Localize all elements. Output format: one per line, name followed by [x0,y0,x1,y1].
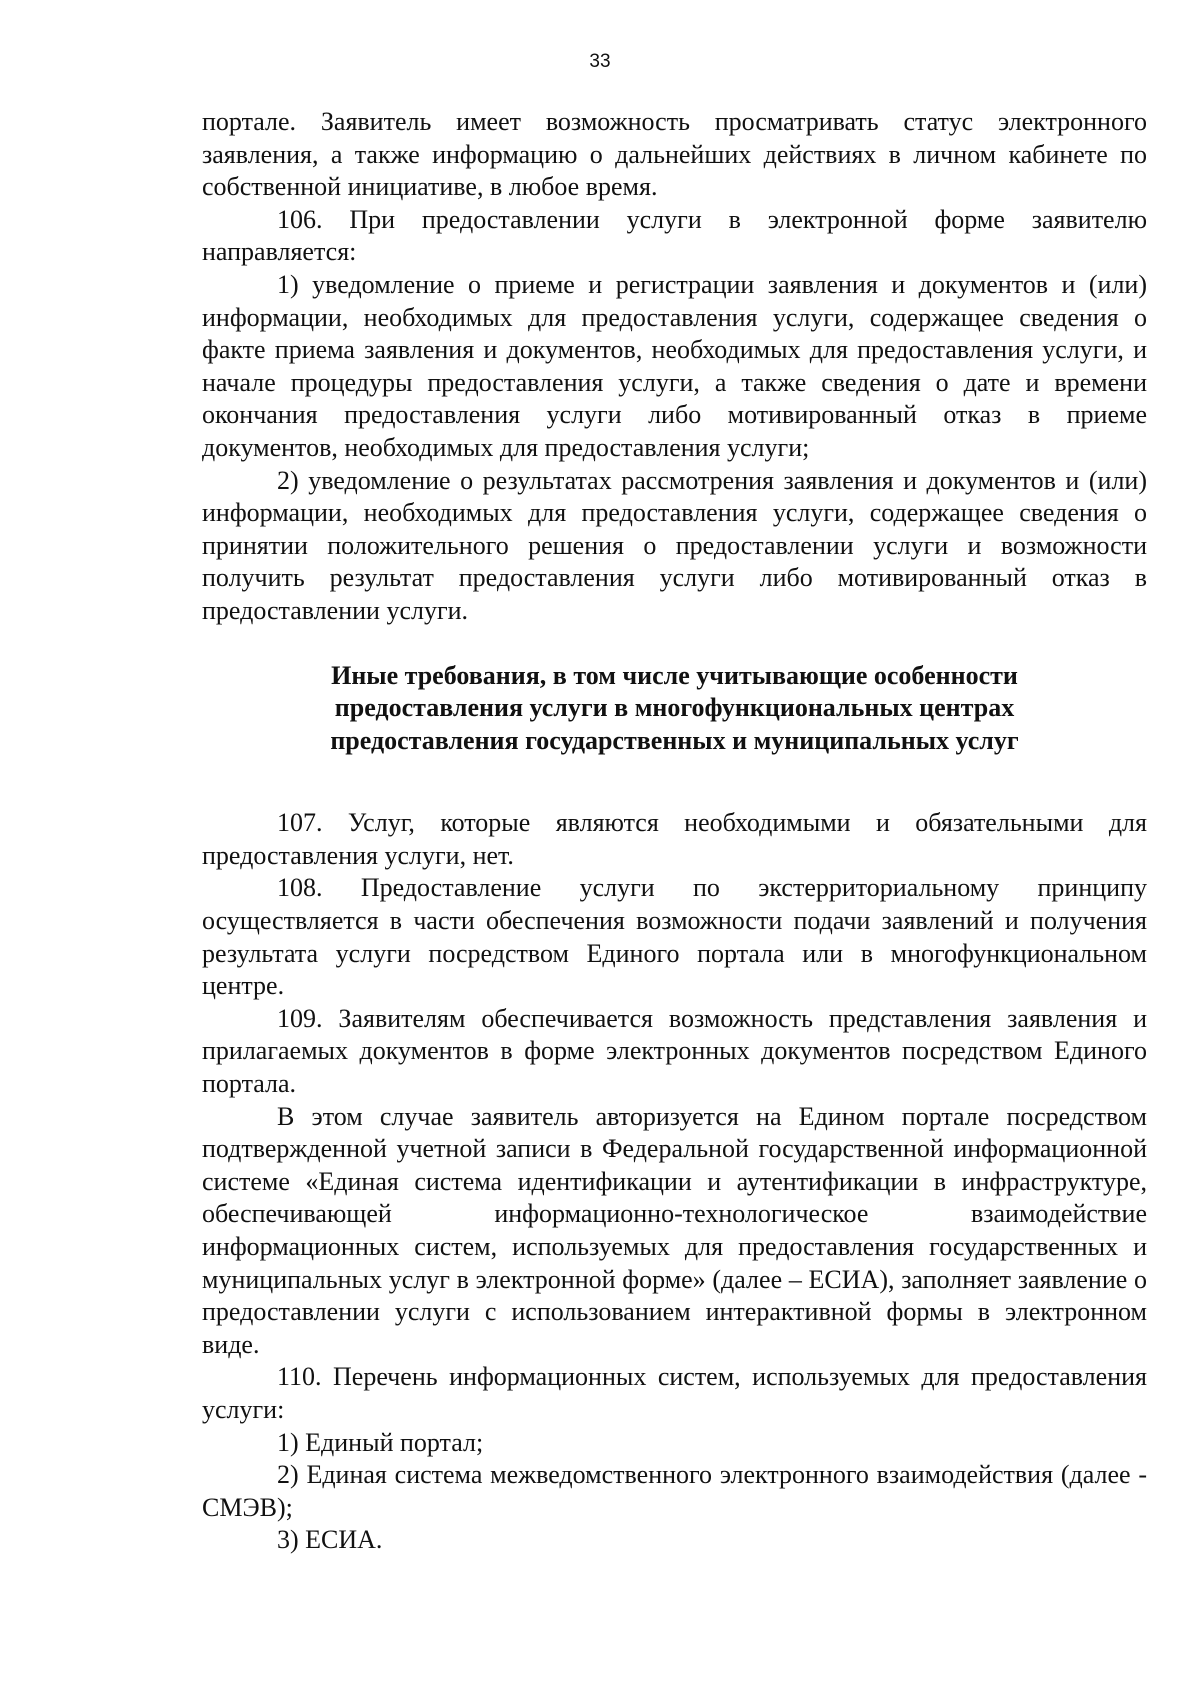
paragraph-esia-authorization: В этом случае заявитель авторизуется на Едином портале посредством подтвержденной учетной записи в Федеральной государственной информационной системе «Единая система идентификации и аутентификации в инфраструктуре, обеспечивающей информационно-технологическое взаимодействие информационных систем, используемых для предоставления государственных и муниципальных услуг в электронной форме» (далее – ЕСИА), заполняет заявление о предоставлении услуги с использованием интерактивной формы в электронном виде. [202,1101,1147,1359]
paragraph-portal-status: портале. Заявитель имеет возможность просматривать статус электронного заявления, а также информацию о дальнейших действиях в личном кабинете по собственной инициативе, в любое время. [202,107,1147,202]
section-heading-line-1: Иные требования, в том числе учитывающие особенности [331,660,1018,690]
page-number: 33 [589,51,611,72]
paragraph-108: 108. Предоставление услуги по экстерриториальному принципу осуществляется в части обеспечения возможности подачи заявлений и получения результата услуги посредством Единого портала или в многофункциональном центре. [202,873,1147,1001]
list-item-110-1: 1) Единый портал; [277,1427,484,1457]
list-item-106-1: 1) уведомление о приеме и регистрации заявления и документов и (или) информации, необходимых для предоставления услуги, содержащее сведения о факте приема заявления и документов, необходимых для предоставления услуги, и начале процедуры предоставления услуги, а также сведения о дате и времени окончания предоставления услуги либо мотивированный отказ в приеме документов, необходимых для предоставления услуги; [202,269,1147,462]
list-item-106-2: 2) уведомление о результатах рассмотрения заявления и документов и (или) информации, необходимых для предоставления услуги, содержащее сведения о принятии положительного решения о предоставлении услуги и возможности получить результат предоставления услуги либо мотивированный отказ в предоставлении услуги. [202,465,1147,625]
paragraph-110: 110. Перечень информационных систем, используемых для предоставления услуги: [202,1362,1147,1424]
section-heading-line-3: предоставления государственных и муниципальных услуг [330,725,1019,755]
paragraph-109: 109. Заявителям обеспечивается возможность представления заявления и прилагаемых документов в форме электронных документов посредством Единого портала. [202,1003,1147,1099]
paragraph-106: 106. При предоставлении услуги в электронной форме заявителю направляется: [202,204,1147,267]
list-item-110-2: 2) Единая система межведомственного электронного взаимодействия (далее - СМЭВ); [202,1460,1147,1522]
section-heading-line-2: предоставления услуги в многофункциональных центрах [334,693,1015,723]
document-body [202,106,1147,1557]
section-heading [202,660,1147,758]
list-item-110-3: 3) ЕСИА. [277,1525,383,1555]
paragraph-107: 107. Услуг, которые являются необходимыми и обязательными для предоставления услуги, нет. [202,808,1147,870]
